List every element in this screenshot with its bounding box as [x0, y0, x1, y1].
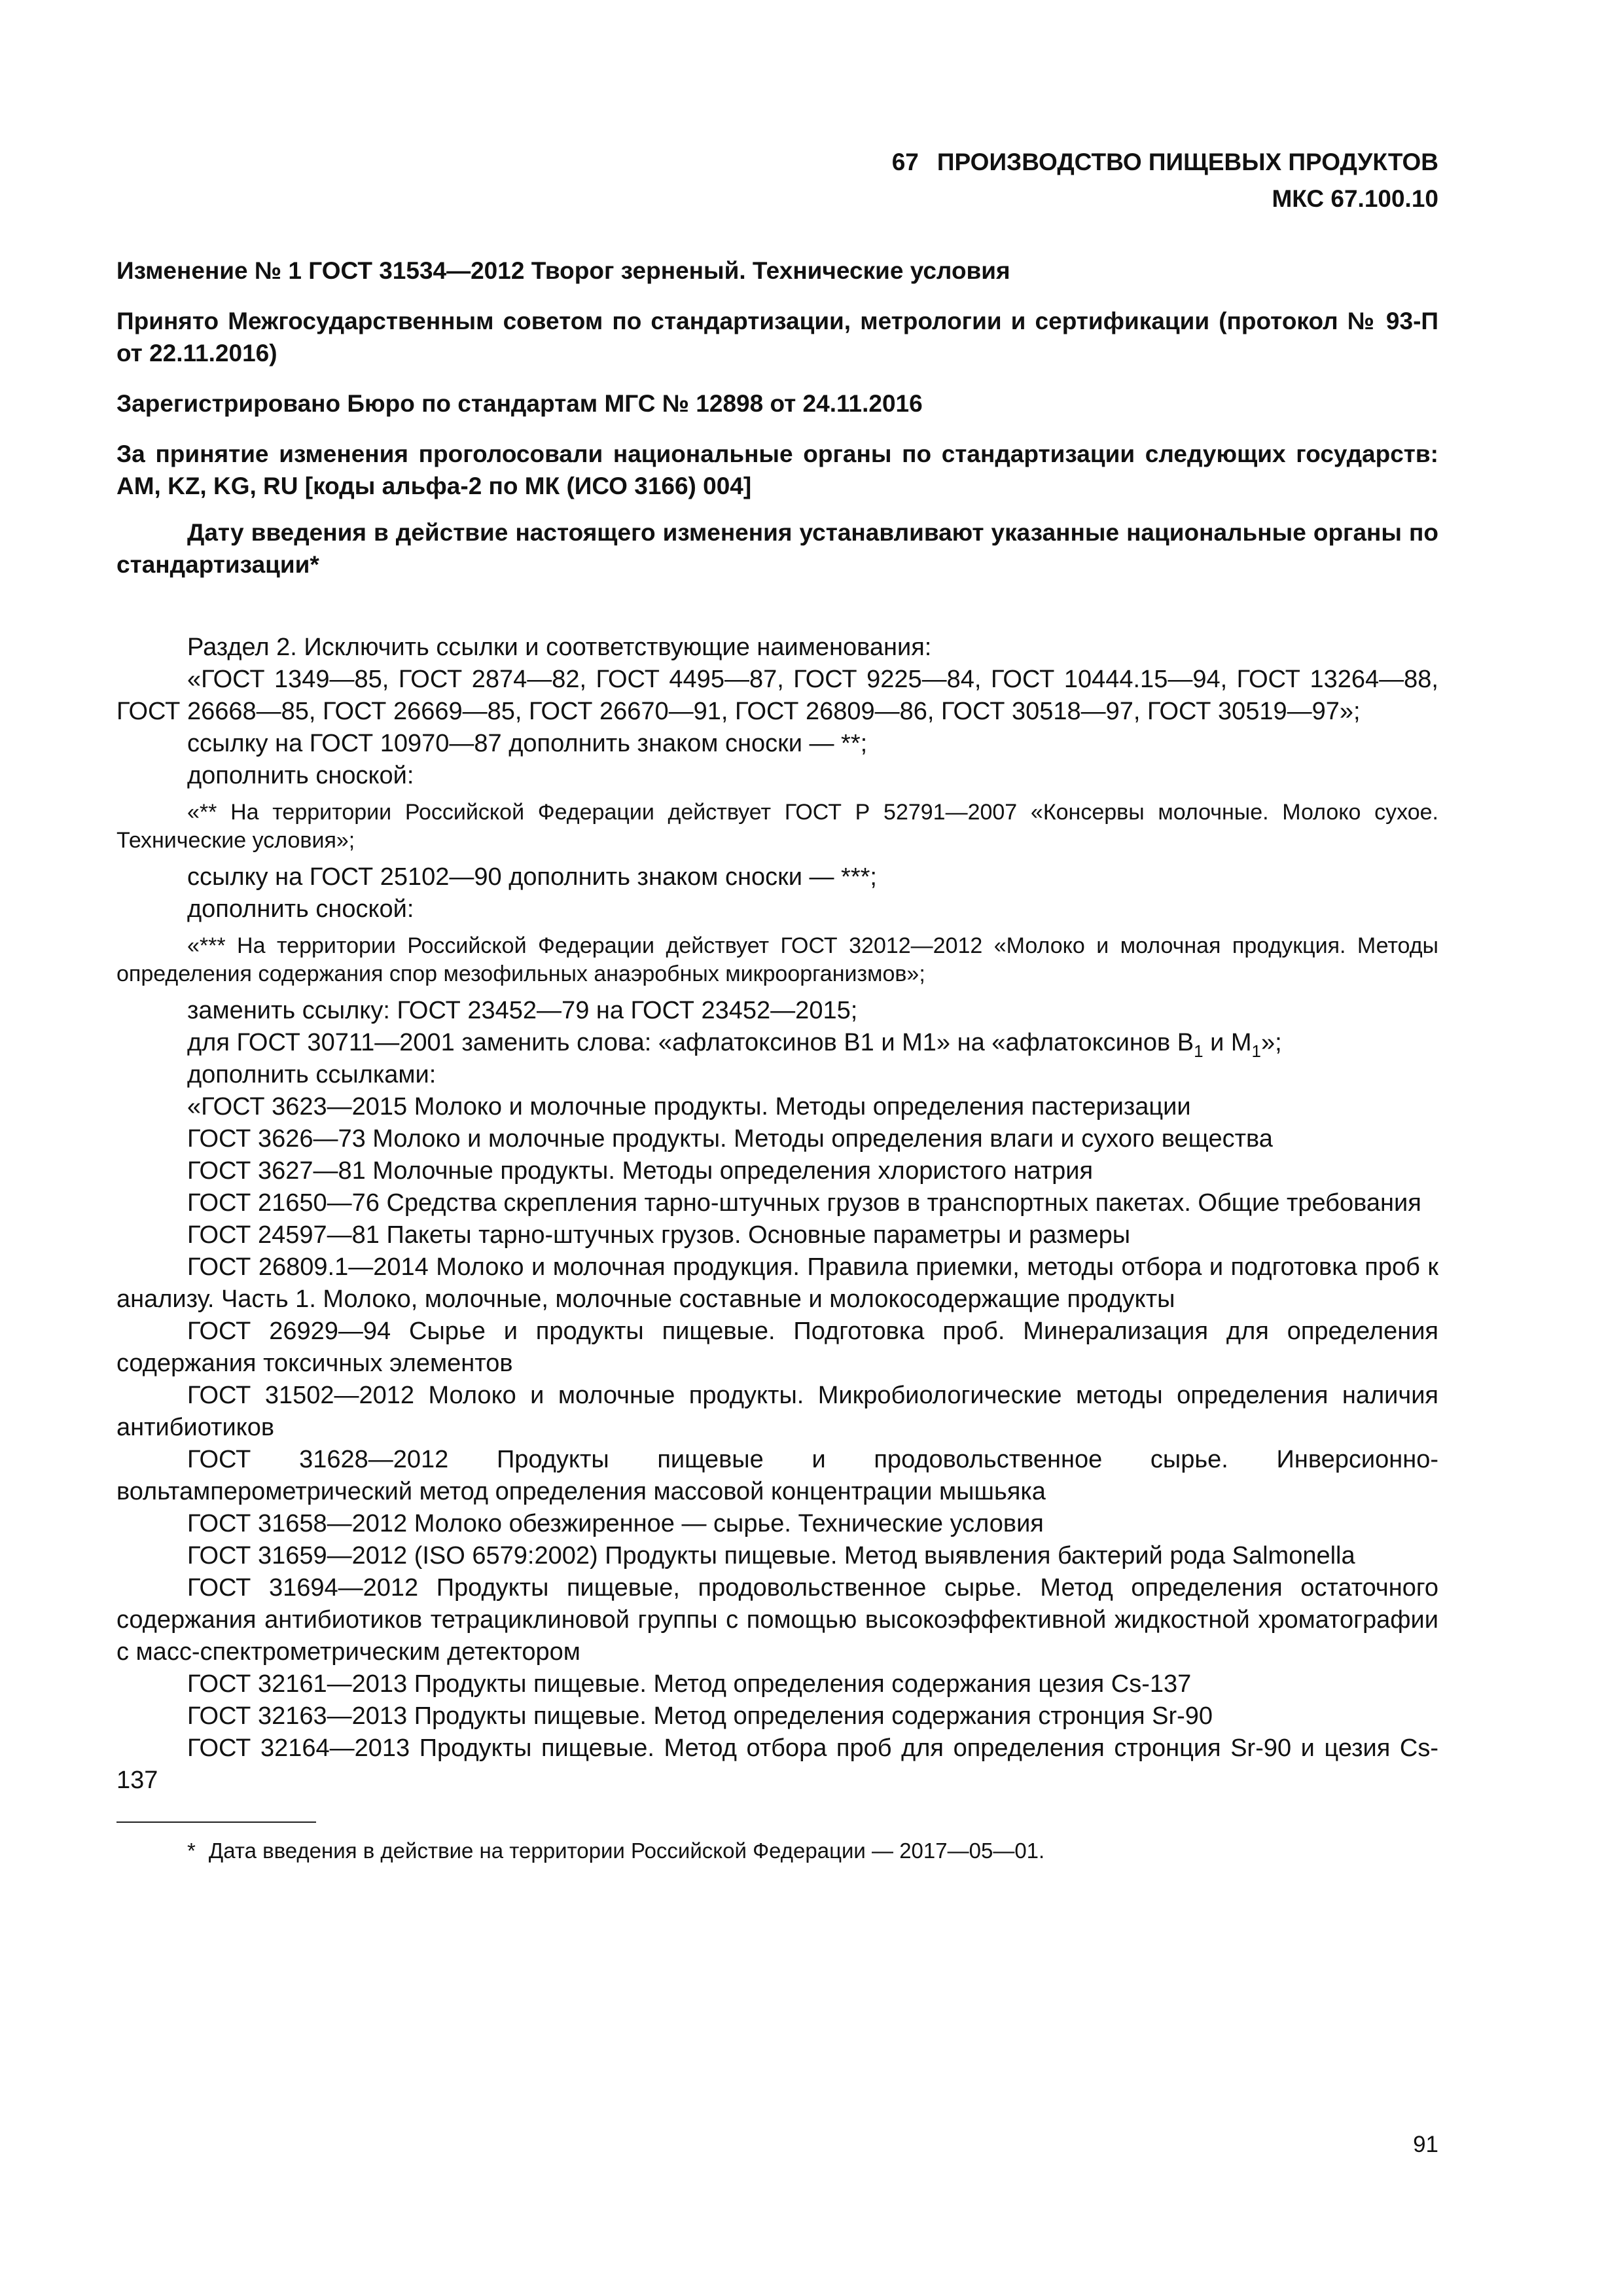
page-footnote: [116, 1837, 1438, 1865]
reference-item: ГОСТ 3627—81 Молочные продукты. Методы определения хлористого натрия: [187, 1157, 1094, 1185]
body-paragraph: «ГОСТ 1349—85, ГОСТ 2874—82, ГОСТ 4495—87, ГОСТ 9225—84, ГОСТ 10444.15—94, ГОСТ 13264—88, ГОСТ 26668—85, ГОСТ 26669—85, ГОСТ 26670—91, ГОСТ 26809—86, ГОСТ 30518—97, ГОСТ 30519—97»;: [116, 666, 1438, 725]
reference-item: ГОСТ 31659—2012 (ISO 6579:2002) Продукты пищевые. Метод выявления бактерий рода Salmonella: [187, 1542, 1355, 1570]
reference-item: ГОСТ 26929—94 Сырье и продукты пищевые. Подготовка проб. Минерализация для определения содержания токсичных элементов: [116, 1318, 1438, 1377]
footnote-mark: *: [187, 1839, 196, 1863]
voted-statement: За принятие изменения проголосовали национальные органы по стандартизации следующих государств: AM, KZ, KG, RU [коды альфа-2 по МК (ИСО 3166) 004]: [116, 440, 1438, 499]
reference-item: ГОСТ 32161—2013 Продукты пищевые. Метод определения содержания цезия Cs-137: [187, 1670, 1192, 1698]
inserted-footnote: «*** На территории Российской Федерации действует ГОСТ 32012—2012 «Молоко и молочная продукция. Методы определения содержания спор мезофильных анаэробных микроорганизмов»;: [116, 933, 1438, 986]
reference-item: ГОСТ 32164—2013 Продукты пищевые. Метод отбора проб для определения стронция Sr-90 и цезия Cs-137: [116, 1734, 1438, 1794]
inserted-footnote: «** На территории Российской Федерации действует ГОСТ Р 52791—2007 «Консервы молочные. Молоко сухое. Технические условия»;: [116, 800, 1438, 853]
reference-item: ГОСТ 26809.1—2014 Молоко и молочная продукция. Правила приемки, методы отбора и подготовка проб к анализу. Часть 1. Молоко, молочные, молочные составные и молокосодержащие продукты: [116, 1253, 1438, 1313]
body-paragraph: дополнить сноской:: [187, 895, 414, 923]
change-title: Изменение № 1 ГОСТ 31534—2012 Творог зерненый. Технические условия: [116, 257, 1010, 284]
footnote-text: Дата введения в действие на территории Российской Федерации — 2017—05—01.: [208, 1839, 1045, 1863]
section-number: 67: [891, 149, 919, 175]
footnote-separator: [116, 1821, 316, 1823]
reference-item: ГОСТ 31694—2012 Продукты пищевые, продовольственное сырье. Метод определения остаточного содержания антибиотиков тетрациклиновой группы с помощью высокоэффективной жидкостной хроматографии с масс-спектрометрическим детектором: [116, 1574, 1438, 1666]
registered-statement: Зарегистрировано Бюро по стандартам МГС № 12898 от 24.11.2016: [116, 390, 923, 417]
reference-item: ГОСТ 24597—81 Пакеты тарно-штучных грузов. Основные параметры и размеры: [187, 1221, 1131, 1249]
section-header: [116, 144, 1438, 181]
reference-item: ГОСТ 21650—76 Средства скрепления тарно-штучных грузов в транспортных пакетах. Общие требования: [187, 1189, 1421, 1217]
body-paragraph: заменить ссылку: ГОСТ 23452—79 на ГОСТ 23452—2015;: [187, 997, 858, 1024]
body-paragraph: ссылку на ГОСТ 10970—87 дополнить знаком сноски — **;: [187, 730, 868, 757]
body-paragraph: Раздел 2. Исключить ссылки и соответствующие наименования:: [187, 634, 932, 661]
page-number: 91: [1413, 2132, 1438, 2157]
subscript: 1: [1194, 1041, 1204, 1061]
reference-item: ГОСТ 31502—2012 Молоко и молочные продукты. Микробиологические методы определения наличия антибиотиков: [116, 1382, 1438, 1441]
reference-item: ГОСТ 32163—2013 Продукты пищевые. Метод определения содержания стронция Sr-90: [187, 1702, 1213, 1730]
body-paragraph: [116, 1027, 1438, 1059]
document-body: [116, 632, 1438, 1797]
reference-item: «ГОСТ 3623—2015 Молоко и молочные продукты. Методы определения пастеризации: [187, 1093, 1191, 1121]
body-paragraph: дополнить ссылками:: [187, 1061, 437, 1088]
document-page: [116, 144, 1438, 1865]
subscript: 1: [1251, 1041, 1262, 1061]
text-run: и М: [1203, 1029, 1252, 1056]
body-paragraph: ссылку на ГОСТ 25102—90 дополнить знаком сноски — ***;: [187, 863, 877, 891]
adopted-statement: Принято Межгосударственным советом по стандартизации, метрологии и сертификации (протокол № 93-П от 22.11.2016): [116, 308, 1438, 367]
effective-date-statement: Дату введения в действие настоящего изменения устанавливают указанные национальные органы по стандартизации*: [116, 519, 1438, 578]
mks-code: МКС 67.100.10: [1272, 185, 1438, 212]
text-run: для ГОСТ 30711—2001 заменить слова: «афлатоксинов В1 и М1» на «афлатоксинов В: [187, 1029, 1194, 1056]
reference-item: ГОСТ 31628—2012 Продукты пищевые и продовольственное сырье. Инверсионно-вольтамперометрический метод определения массовой концентрации мышьяка: [116, 1446, 1438, 1505]
text-run: »;: [1261, 1029, 1282, 1056]
section-title: ПРОИЗВОДСТВО ПИЩЕВЫХ ПРОДУКТОВ: [936, 149, 1438, 175]
body-paragraph: дополнить сноской:: [187, 762, 414, 789]
reference-item: ГОСТ 3626—73 Молоко и молочные продукты. Методы определения влаги и сухого вещества: [187, 1125, 1273, 1153]
reference-item: ГОСТ 31658—2012 Молоко обезжиренное — сырье. Технические условия: [187, 1510, 1044, 1537]
